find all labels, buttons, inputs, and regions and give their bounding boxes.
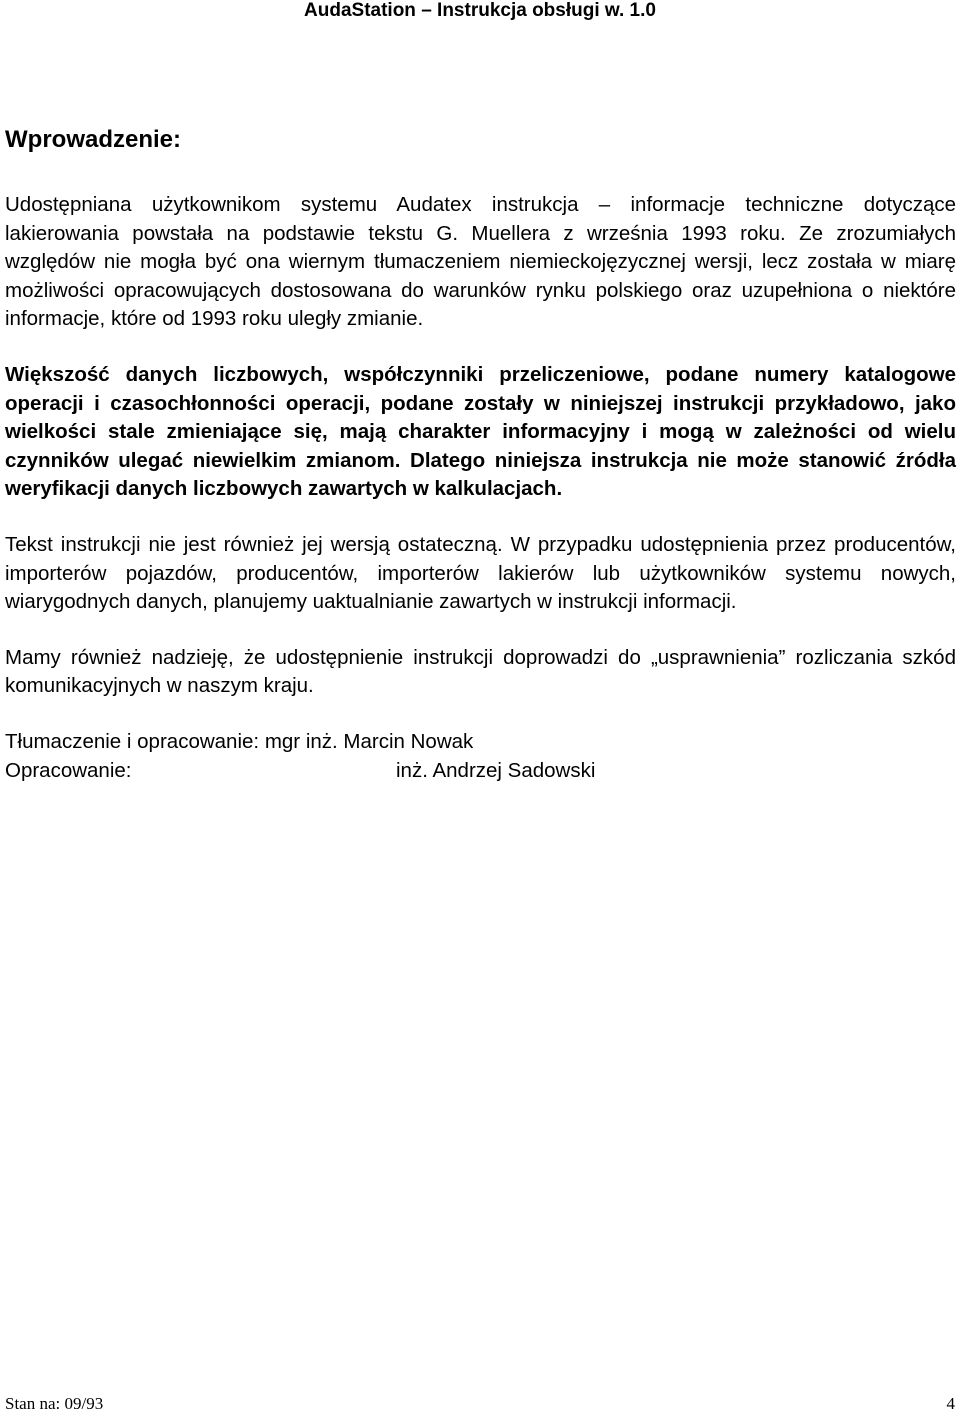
editing-credit (5, 757, 956, 786)
document-body (5, 122, 956, 785)
intro-paragraph: Udostępniana użytkownikom systemu Audatex instrukcja – informacje techniczne dotyczące lakierowania powstała na podstawie tekstu G. Muellera z września 1993 roku. Ze zrozumiałych względów nie mogła być ona wiernym tłumaczeniem niemieckojęzycznej wersji, lecz została w miarę możliwości opracowujących dostosowana do warunków rynku polskiego oraz uzupełniona o niektóre informacje, które od 1993 roku uległy zmianie. (5, 193, 956, 331)
translation-name: mgr inż. Marcin Nowak (264, 729, 474, 753)
section-heading: Wprowadzenie: (5, 126, 182, 153)
credits-block (5, 728, 956, 785)
footer-status: Stan na: 09/93 (5, 1394, 104, 1413)
document-header-title: AudaStation – Instrukcja obsługi w. 1.0 (304, 0, 656, 21)
version-note-paragraph: Tekst instrukcji nie jest również jej wersją ostateczną. W przypadku udostępnienia przez producentów, importerów pojazdów, producentów, importerów lakierów lub użytkowników systemu nowych, wiarygodnych danych, planujemy uaktualnianie zawartych w instrukcji informacji. (5, 532, 956, 614)
editing-label: Opracowanie: (5, 758, 132, 782)
translation-label: Tłumaczenie i opracowanie: (5, 729, 260, 753)
hope-paragraph: Mamy również nadzieję, że udostępnienie instrukcji doprowadzi do „usprawnienia” rozliczania szkód komunikacyjnych w naszym kraju. (5, 645, 956, 698)
disclaimer-paragraph: Większość danych liczbowych, współczynniki przeliczeniowe, podane numery katalogowe operacji i czasochłonności operacji, podane zostały w niniejszej instrukcji przykładowo, jako wielkości stale zmieniające się, mają charakter informacyjny i mogą w zależności od wielu czynników ulegać niewielkim zmianom. Dlatego niniejsza instrukcja nie może stanowić źródła weryfikacji danych liczbowych zawartych w kalkulacjach. (5, 362, 956, 501)
page-number: 4 (946, 1394, 955, 1413)
translation-credit (5, 728, 956, 757)
editing-name: inż. Andrzej Sadowski (396, 758, 596, 782)
